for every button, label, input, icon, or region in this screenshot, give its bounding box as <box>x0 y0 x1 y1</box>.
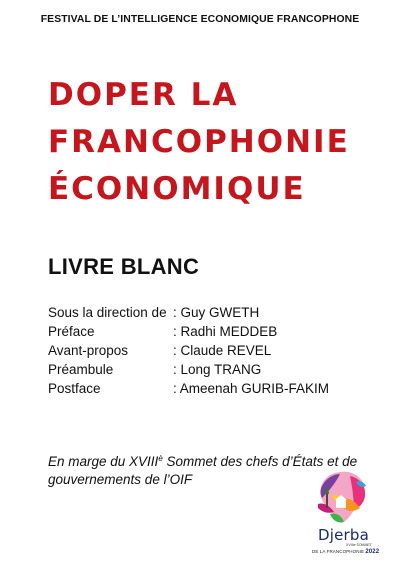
logo-footer <box>312 549 379 555</box>
credit-row <box>48 303 329 322</box>
subtitle: LIVRE BLANC <box>48 254 200 279</box>
credit-row <box>48 341 329 360</box>
djerba-summit-logo <box>300 468 380 560</box>
credit-role: Avant-propos <box>48 343 129 358</box>
credit-name: : Long TRANG <box>173 362 262 377</box>
credit-row <box>48 360 329 379</box>
note-text-end: Sommet des chefs d’États et de gouvernements de l’OIF <box>48 454 358 487</box>
credit-role: Postface <box>48 381 101 396</box>
book-title <box>48 72 388 213</box>
title-line-2: FRANCOPHONIE <box>48 124 350 160</box>
credit-row <box>48 379 329 398</box>
logo-wordmark: Djerba <box>318 526 370 544</box>
credit-name: : Ameenah GURIB-FAKIM <box>173 381 330 396</box>
note-superscript: è <box>158 454 163 463</box>
credit-role: Préface <box>48 324 95 339</box>
credits-list <box>48 303 329 398</box>
djerba-emblem-icon <box>310 468 372 526</box>
note-text-start: En marge du XVIII <box>48 454 159 469</box>
festival-heading: FESTIVAL DE L’INTELLIGENCE ECONOMIQUE FRANCOPHONE <box>40 14 360 25</box>
credit-name: : Radhi MEDDEB <box>173 324 278 339</box>
title-line-1: DOPER LA <box>48 77 239 113</box>
credit-name: : Claude REVEL <box>173 343 272 358</box>
credit-role: Préambule <box>48 362 114 377</box>
credit-name: : Guy GWETH <box>173 305 260 320</box>
title-line-3: ÉCONOMIQUE <box>48 171 306 207</box>
credit-row <box>48 322 329 341</box>
logo-summit-caption: XVIIIe SOMMET <box>346 543 372 547</box>
logo-year: 2022 <box>365 549 380 555</box>
logo-francophonie-text: DE LA FRANCOPHONIE <box>312 549 366 554</box>
credit-role: Sous la direction de <box>48 305 167 320</box>
